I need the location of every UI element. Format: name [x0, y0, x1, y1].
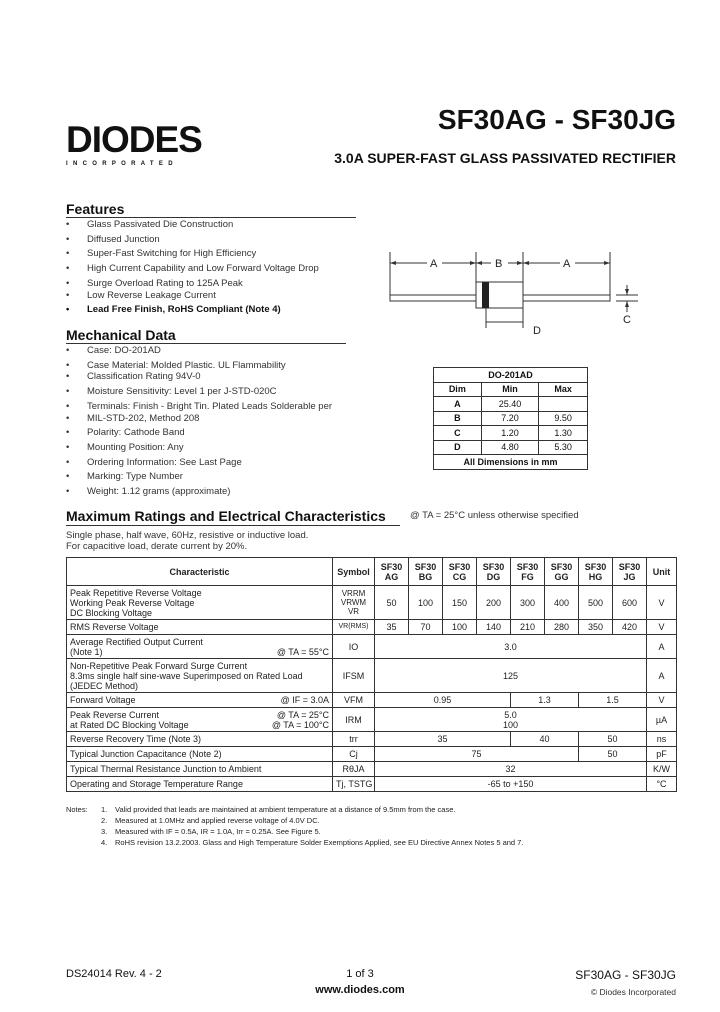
list-item: • Case Material: Molded Plastic. UL Flammability [66, 360, 366, 372]
value-cell: 125 [375, 659, 647, 693]
value-cell: 100 [443, 620, 477, 635]
list-item: • Weight: 1.12 grams (approximate) [66, 486, 366, 498]
symbol-cell: Cj [333, 747, 375, 762]
note-number: 1. [101, 805, 108, 814]
arrow-head [390, 261, 396, 265]
symbol-cell: RθJA [333, 762, 375, 777]
characteristic-cell: Peak Reverse Current @ TA = 25°C at Rated DC Blocking Voltage @ TA = 100°C [67, 708, 333, 732]
unit-cell: V [647, 586, 677, 620]
subtitle: 3.0A SUPER-FAST GLASS PASSIVATED RECTIFIER [334, 150, 676, 166]
list-item-continued: • Classification Rating 94V-0 [66, 371, 366, 383]
table-row [67, 693, 677, 708]
part-title: SF30AG - SF30JG [437, 104, 676, 135]
arrow-head [476, 261, 482, 265]
value-cell: 35 [375, 620, 409, 635]
dim-header: Max [539, 382, 588, 397]
col-header: SF30 AG [375, 558, 409, 586]
value-cell: 420 [613, 620, 647, 635]
col-header: SF30 FG [511, 558, 545, 586]
table-row [67, 747, 677, 762]
features-rule [66, 217, 356, 218]
characteristic-cell: Typical Junction Capacitance (Note 2) [67, 747, 333, 762]
ratings-condition: @ TA = 25°C unless otherwise specified [410, 510, 579, 521]
dim-cell: 1.30 [539, 426, 588, 441]
list-item: • Case: DO-201AD [66, 345, 366, 357]
table-row [67, 620, 677, 635]
note-text: Valid provided that leads are maintained at ambient temperature at a distance of 9.5mm from the case. [115, 805, 456, 814]
dim-cell: 25.40 [481, 397, 539, 412]
symbol-cell: VFM [333, 693, 375, 708]
symbol-cell: VRRM VRWM VR [333, 586, 375, 620]
value-cell: 600 [613, 586, 647, 620]
note-text: Measured with IF = 0.5A, IR = 1.0A, Irr = 0.25A. See Figure 5. [115, 827, 321, 836]
value-cell: 400 [545, 586, 579, 620]
col-header: Symbol [333, 558, 375, 586]
unit-cell: °C [647, 777, 677, 792]
dim-header: Min [481, 382, 539, 397]
footer-copyright: © Diodes Incorporated [590, 987, 676, 997]
col-header: SF30 GG [545, 558, 579, 586]
list-item: • Lead Free Finish, RoHS Compliant (Note 4) [66, 304, 366, 316]
note-text: RoHS revision 13.2.2003. Glass and High Temperature Solder Exemptions Applied, see EU Directive Annex Notes 5 and 7. [115, 838, 524, 847]
arrow-head [625, 301, 629, 307]
dim-cell: A [434, 397, 482, 412]
dim-cell: 9.50 [539, 411, 588, 426]
dim-cell: B [434, 411, 482, 426]
footer-page: 1 of 3 [346, 968, 374, 980]
value-cell: 200 [477, 586, 511, 620]
logo-main-text: DIODES [66, 119, 202, 160]
value-cell: 150 [443, 586, 477, 620]
characteristic-cell: Reverse Recovery Time (Note 3) [67, 732, 333, 747]
table-row [67, 708, 677, 732]
col-header: SF30 HG [579, 558, 613, 586]
right-lead [523, 295, 610, 301]
list-item-continued: • MIL-STD-202, Method 208 [66, 413, 366, 425]
notes-block [66, 804, 676, 848]
note-number: 4. [101, 838, 108, 847]
value-cell: 50 [375, 586, 409, 620]
label-a-right: A [563, 258, 571, 270]
table-row [67, 732, 677, 747]
value-cell: 280 [545, 620, 579, 635]
table-row [434, 397, 588, 412]
characteristic-cell: RMS Reverse Voltage [67, 620, 333, 635]
dim-table-title: DO-201AD [434, 368, 588, 383]
unit-cell: V [647, 620, 677, 635]
value-cell: 0.95 [375, 693, 511, 708]
symbol-cell: IO [333, 635, 375, 659]
list-item: • Glass Passivated Die Construction [66, 219, 366, 231]
table-row [434, 426, 588, 441]
ratings-intro [66, 530, 308, 552]
value-cell: 50 [579, 732, 647, 747]
dim-table-footer: All Dimensions in mm [434, 455, 588, 470]
unit-cell: ns [647, 732, 677, 747]
list-item: • Moisture Sensitivity: Level 1 per J-STD-020C [66, 386, 366, 398]
value-cell: 70 [409, 620, 443, 635]
list-item: • Terminals: Finish - Bright Tin. Plated Leads Solderable per [66, 401, 366, 413]
col-header: SF30 CG [443, 558, 477, 586]
list-item: • Diffused Junction [66, 234, 366, 246]
symbol-cell: IFSM [333, 659, 375, 693]
characteristic-cell: Peak Repetitive Reverse Voltage Working Peak Reverse Voltage DC Blocking Voltage [67, 586, 333, 620]
symbol-cell: Tj, TSTG [333, 777, 375, 792]
dim-cell: 1.20 [481, 426, 539, 441]
unit-cell: V [647, 693, 677, 708]
unit-cell: µA [647, 708, 677, 732]
note-text: Measured at 1.0MHz and applied reverse voltage of 4.0V DC. [115, 816, 320, 825]
value-cell: 40 [511, 732, 579, 747]
label-b: B [495, 258, 503, 270]
label-c: C [623, 314, 631, 326]
characteristic-cell: Typical Thermal Resistance Junction to Ambient [67, 762, 333, 777]
mechanical-rule [66, 343, 346, 344]
dim-cell [539, 397, 588, 412]
col-header: SF30 BG [409, 558, 443, 586]
dim-cell: 7.20 [481, 411, 539, 426]
label-d: D [533, 325, 541, 337]
table-row [67, 777, 677, 792]
value-cell: 1.3 [511, 693, 579, 708]
symbol-cell: IRM [333, 708, 375, 732]
arrow-head [604, 261, 610, 265]
logo-sub-text: INCORPORATED [66, 161, 178, 167]
table-header-row [67, 558, 677, 586]
dim-cell: D [434, 440, 482, 455]
footer-doc-id: DS24014 Rev. 4 - 2 [66, 968, 162, 980]
ratings-heading: Maximum Ratings and Electrical Characteristics [66, 508, 386, 524]
value-cell: 500 [579, 586, 613, 620]
package-outline-diagram [380, 250, 650, 340]
value-cell: 210 [511, 620, 545, 635]
characteristic-cell: Operating and Storage Temperature Range [67, 777, 333, 792]
dim-cell: 4.80 [481, 440, 539, 455]
table-row [67, 635, 677, 659]
value-cell: 140 [477, 620, 511, 635]
ratings-rule [66, 525, 400, 526]
list-item: • Mounting Position: Any [66, 442, 366, 454]
notes-label: Notes: [66, 805, 88, 814]
list-item: • Surge Overload Rating to 125A Peak [66, 278, 366, 290]
mechanical-heading: Mechanical Data [66, 327, 176, 343]
footer-url[interactable]: www.diodes.com [315, 984, 405, 996]
cathode-band [482, 282, 489, 308]
arrow-head [517, 261, 523, 265]
footer-part: SF30AG - SF30JG [575, 968, 676, 982]
table-row [67, 586, 677, 620]
characteristic-cell: Forward Voltage @ IF = 3.0A [67, 693, 333, 708]
dim-cell: C [434, 426, 482, 441]
company-logo [66, 120, 238, 168]
note-number: 2. [101, 816, 108, 825]
value-cell: 35 [375, 732, 511, 747]
value-cell: 32 [375, 762, 647, 777]
value-cell: 350 [579, 620, 613, 635]
ratings-table [66, 557, 677, 792]
characteristic-cell: Non-Repetitive Peak Forward Surge Current 8.3ms single half sine-wave Superimposed on Rated Load (JEDEC Method) [67, 659, 333, 693]
value-cell: 50 [579, 747, 647, 762]
characteristic-cell: Average Rectified Output Current (Note 1) @ TA = 55°C [67, 635, 333, 659]
col-header: SF30 DG [477, 558, 511, 586]
arrow-head [523, 261, 529, 265]
value-cell: 300 [511, 586, 545, 620]
unit-cell: pF [647, 747, 677, 762]
table-row [67, 659, 677, 693]
note-number: 3. [101, 827, 108, 836]
dimension-table [433, 367, 588, 470]
arrow-head [470, 261, 476, 265]
intro-line: For capacitive load, derate current by 20%. [66, 541, 248, 552]
symbol-cell: trr [333, 732, 375, 747]
value-cell: 1.5 [579, 693, 647, 708]
list-item: • Marking: Type Number [66, 471, 366, 483]
unit-cell: K/W [647, 762, 677, 777]
list-item: • Super-Fast Switching for High Efficiency [66, 248, 366, 260]
unit-cell: A [647, 635, 677, 659]
features-heading: Features [66, 201, 125, 217]
col-header: Characteristic [67, 558, 333, 586]
value-cell: 3.0 [375, 635, 647, 659]
col-header: Unit [647, 558, 677, 586]
value-cell: 5.0 100 [375, 708, 647, 732]
dim-cell: 5.30 [539, 440, 588, 455]
dim-header: Dim [434, 382, 482, 397]
symbol-cell: VR(RMS) [333, 620, 375, 635]
features-list [66, 219, 366, 316]
list-item: • Ordering Information: See Last Page [66, 457, 366, 469]
table-row [67, 762, 677, 777]
intro-line: Single phase, half wave, 60Hz, resistive or inductive load. [66, 530, 309, 541]
col-header: SF30 JG [613, 558, 647, 586]
left-lead [390, 295, 476, 301]
list-item: • Polarity: Cathode Band [66, 427, 366, 439]
label-a-left: A [430, 258, 438, 270]
unit-cell: A [647, 659, 677, 693]
value-cell: 100 [409, 586, 443, 620]
table-row [434, 411, 588, 426]
mechanical-list [66, 345, 366, 498]
value-cell: 75 [375, 747, 579, 762]
list-item-continued: • Low Reverse Leakage Current [66, 290, 366, 302]
arrow-head [625, 289, 629, 295]
table-row [434, 440, 588, 455]
list-item: • High Current Capability and Low Forward Voltage Drop [66, 263, 366, 275]
value-cell: -65 to +150 [375, 777, 647, 792]
